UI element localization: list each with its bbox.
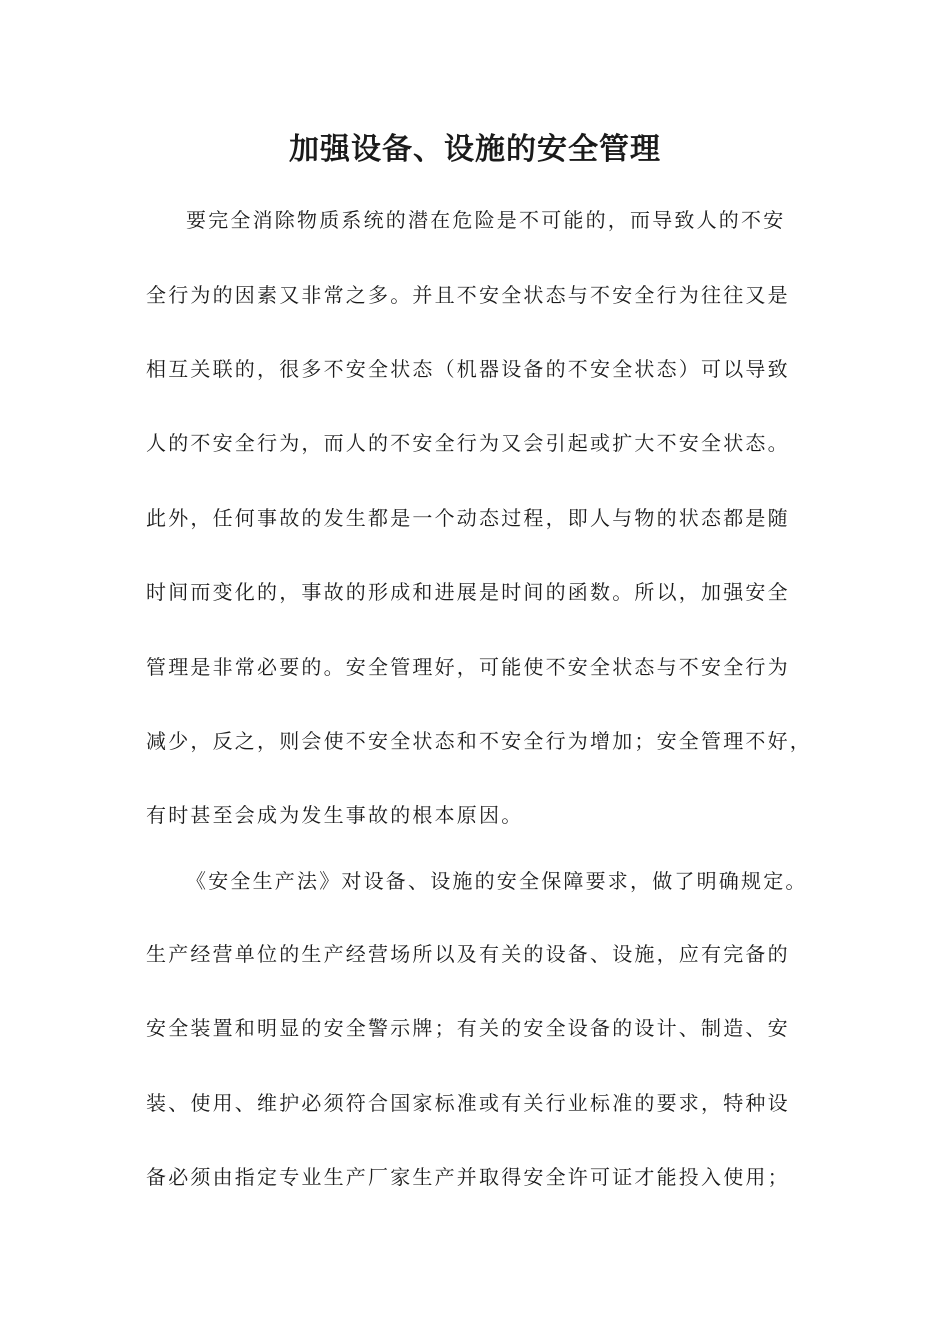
paragraph-line: 生产经营单位的生产经营场所以及有关的设备、设施，应有完备的 xyxy=(146,942,790,966)
document-title: 加强设备、设施的安全管理 xyxy=(289,132,661,167)
paragraph-line: 全行为的因素又非常之多。并且不安全状态与不安全行为往往又是 xyxy=(146,283,790,307)
paragraph-line: 此外，任何事故的发生都是一个动态过程，即人与物的状态都是随 xyxy=(146,506,790,530)
paragraph-line: 安全装置和明显的安全警示牌；有关的安全设备的设计、制造、安 xyxy=(146,1016,790,1040)
paragraph-line: 要完全消除物质系统的潜在危险是不可能的，而导致人的不安 xyxy=(186,208,786,232)
paragraph-line: 有时甚至会成为发生事故的根本原因。 xyxy=(146,803,524,827)
paragraph-line: 装、使用、维护必须符合国家标准或有关行业标准的要求，特种设 xyxy=(146,1091,790,1115)
paragraph-line: 管理是非常必要的。安全管理好，可能使不安全状态与不安全行为 xyxy=(146,655,790,679)
paragraph-line: 相互关联的，很多不安全状态（机器设备的不安全状态）可以导致 xyxy=(146,357,790,381)
paragraph-line: 备必须由指定专业生产厂家生产并取得安全许可证才能投入使用； xyxy=(146,1165,790,1189)
paragraph-line: 减少，反之，则会使不安全状态和不安全行为增加；安全管理不好， xyxy=(146,729,812,753)
paragraph-line: 时间而变化的，事故的形成和进展是时间的函数。所以，加强安全 xyxy=(146,580,790,604)
paragraph-line: 《安全生产法》对设备、设施的安全保障要求，做了明确规定。 xyxy=(186,869,808,893)
paragraph-line: 人的不安全行为，而人的不安全行为又会引起或扩大不安全状态。 xyxy=(146,431,790,455)
